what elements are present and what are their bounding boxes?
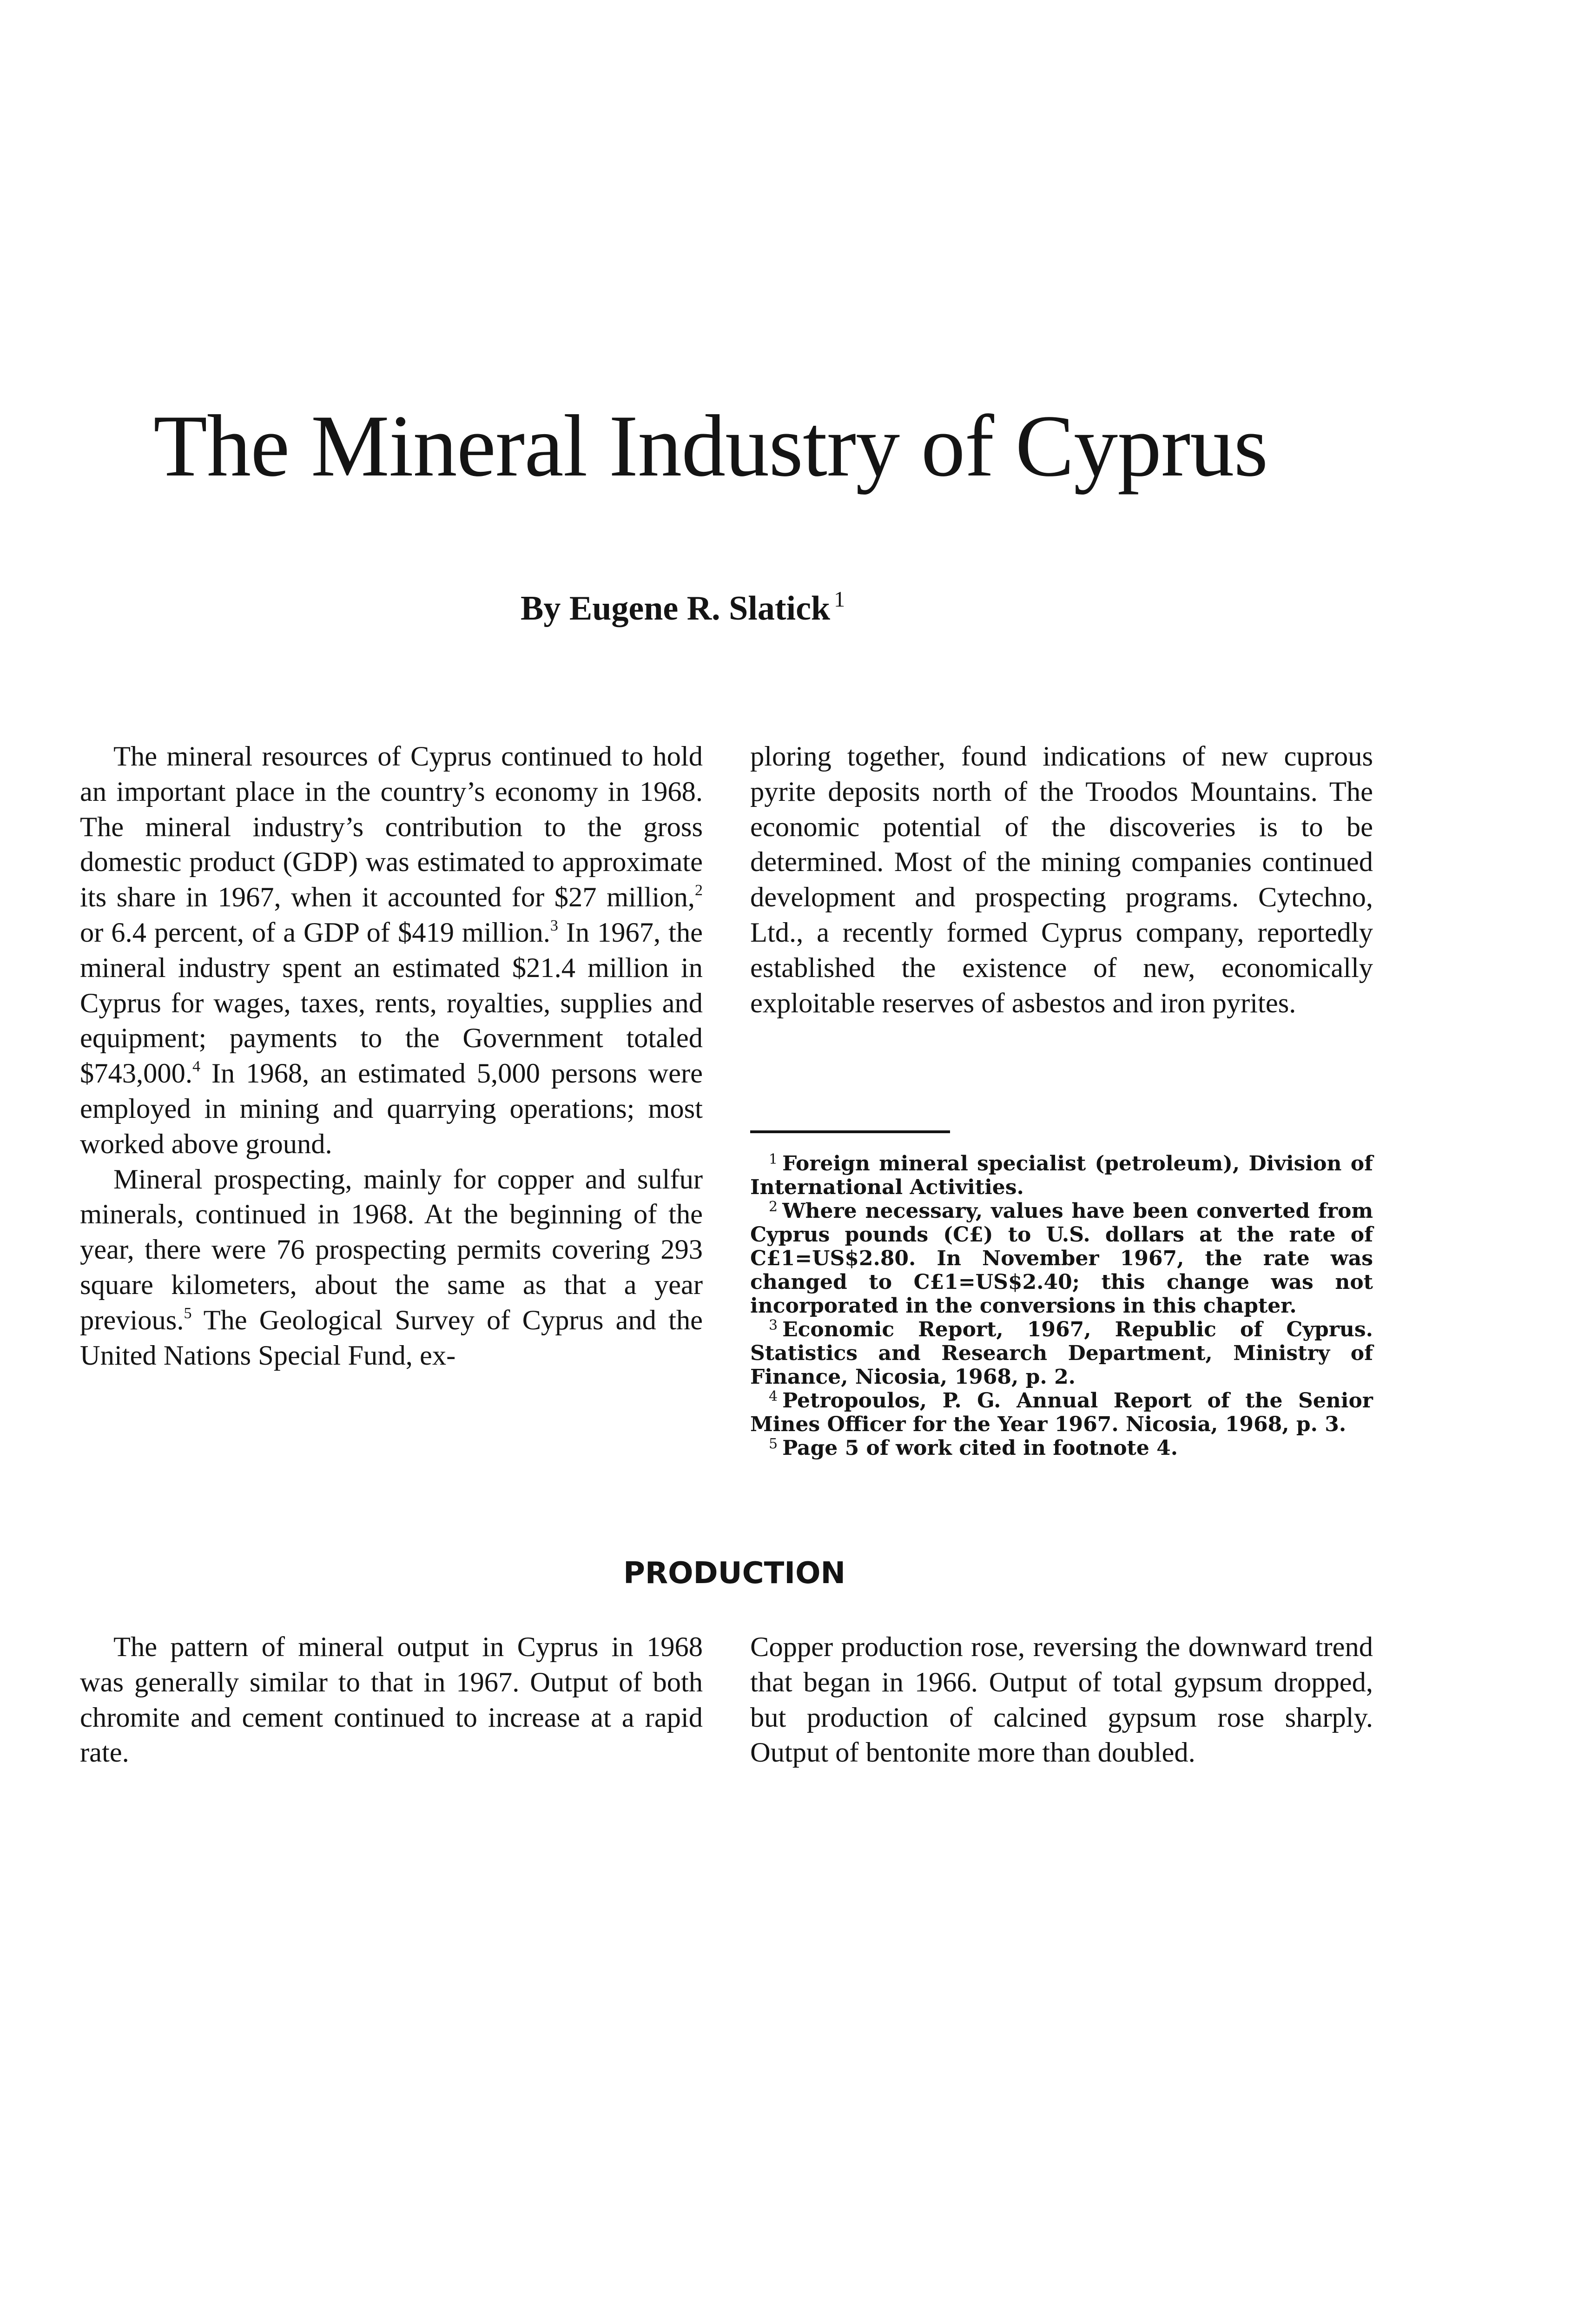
text-run: In 1967, the mineral industry spent an estimated $21.4 million in Cyprus for wages, taxes, rents, royalties, supplies and equipment; payments to the Government totaled $743,000. (80, 917, 703, 1089)
footnote-ref: 1 (834, 587, 845, 612)
footnote-text: Page 5 of work cited in footnote 4. (782, 1436, 1178, 1460)
production-column-left (80, 1630, 703, 1770)
footnote-text: Economic Report, 1967, Republic of Cyprus. Statistics and Research Department, Ministry of Finance, Nicosia, 1968, p. 2. (750, 1318, 1373, 1389)
footnote-2 (750, 1199, 1373, 1318)
footnote-text: Petropoulos, P. G. Annual Report of the Senior Mines Officer for the Year 1967. Nicosia, 1968, p. 3. (750, 1389, 1373, 1436)
text-run: In 1968, an estimated 5,000 persons were employed in mining and quarrying operations; most worked above ground. (80, 1058, 703, 1160)
footnote-number: 5 (769, 1436, 778, 1452)
footnote-5 (750, 1436, 1373, 1460)
footnote-ref: 2 (695, 882, 703, 899)
intro-paragraph-2 (80, 1162, 703, 1373)
footnote-ref: 5 (184, 1304, 192, 1322)
production-column-right (750, 1630, 1373, 1770)
intro-paragraph-2-continued: ploring together, found indications of new cuprous pyrite deposits north of the Troodos Mountains. The economic potential of the discoveries is to be determined. Most of the mining companies continued development and prospecting programs. Cytechno, Ltd., a recently formed Cyprus company, reportedly established the existence of new, economically exploitable reserves of asbestos and iron pyrites. (750, 741, 1373, 1019)
footnote-text: Where necessary, values have been converted from Cyprus pounds (C£) to U.S. dollars at the rate of C£1=US$2.80. In November 1967, the rate was changed to C£1=US$2.40; this change was not incorporated in the conversions in this chapter. (750, 1199, 1373, 1318)
footnote-number: 3 (769, 1317, 778, 1334)
text-run: Mineral prospecting, mainly for copper and sulfur minerals, continued in 1968. At the beginning of the year, there were 76 prospecting permits covering 293 square kilometers, about the same as that a year previous. (80, 1163, 703, 1336)
author-byline (521, 576, 845, 632)
footnote-ref: 3 (550, 917, 558, 934)
text-run: The Geological Survey of Cyprus and the United Nations Special Fund, ex- (80, 1304, 703, 1371)
article-title: The Mineral Industry of Cyprus (153, 397, 1268, 495)
footnote-3 (750, 1318, 1373, 1389)
text-run: or 6.4 percent, of a GDP of $419 million. (80, 917, 550, 948)
footnotes (750, 1152, 1373, 1460)
footnote-number: 2 (769, 1199, 778, 1215)
section-heading-production: PRODUCTION (623, 1556, 846, 1591)
text-run: The mineral resources of Cyprus continued to hold an important place in the country’s economy in 1968. The mineral industry’s contribution to the gross domestic product (GDP) was estimated to approximate its share in 1967, when it accounted for $27 million, (80, 741, 703, 913)
footnote-1 (750, 1152, 1373, 1199)
footnote-divider (750, 1130, 950, 1133)
production-paragraph-right: Copper production rose, reversing the downward trend that began in 1966. Output of total gypsum dropped, but production of calcined gypsum rose sharply. Output of bentonite more than doubled. (750, 1631, 1373, 1769)
author-name: By Eugene R. Slatick (521, 589, 831, 627)
footnote-ref: 4 (192, 1058, 200, 1076)
footnote-number: 4 (769, 1388, 778, 1405)
footnote-4 (750, 1389, 1373, 1436)
footnote-number: 1 (769, 1151, 778, 1168)
intro-column-right (750, 739, 1373, 1021)
production-paragraph-left: The pattern of mineral output in Cyprus in 1968 was generally similar to that in 1967. Output of both chromite and cement continued to increase at a rapid rate. (80, 1631, 703, 1769)
intro-paragraph-1 (80, 739, 703, 1162)
footnote-text: Foreign mineral specialist (petroleum), Division of International Activities. (750, 1152, 1373, 1199)
intro-column-left (80, 739, 703, 1373)
